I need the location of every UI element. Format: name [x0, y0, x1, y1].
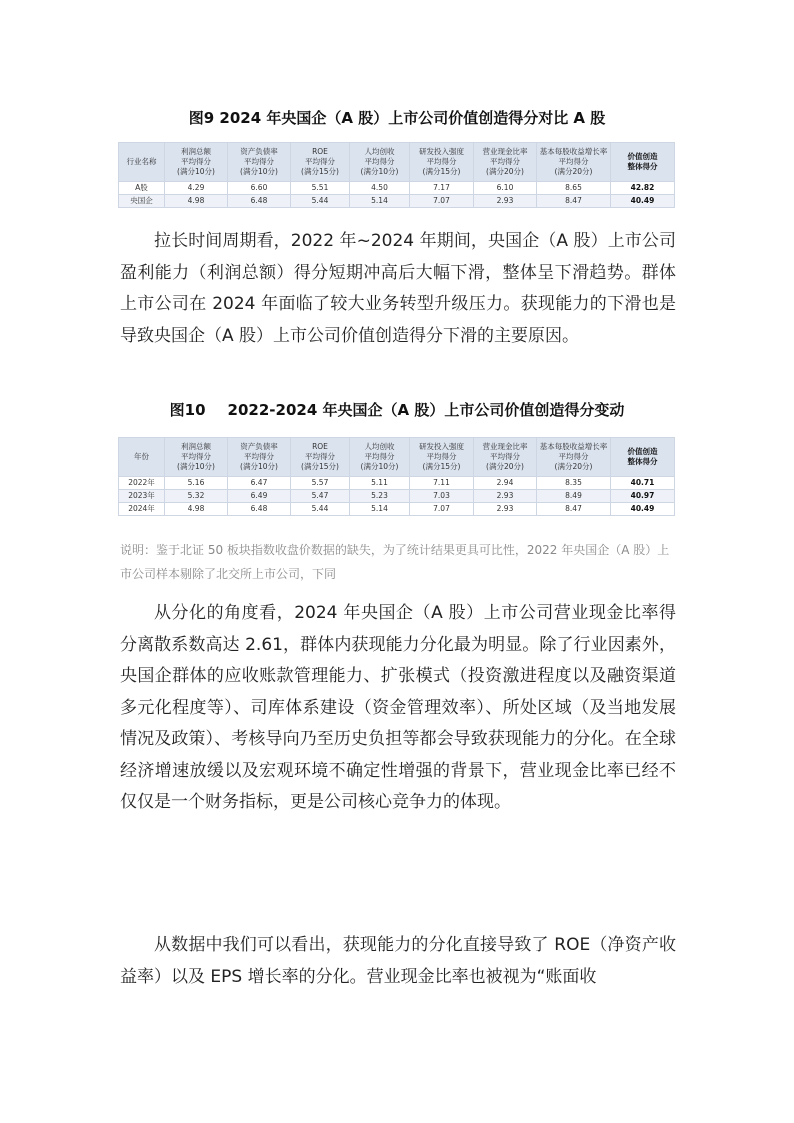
table-header-cell: 研发投入强度 平均得分 (满分15分) — [410, 143, 474, 182]
table-cell: 6.48 — [228, 503, 291, 516]
table-header-cell: 价值创造 整体得分 — [611, 143, 675, 182]
figure-10-caption — [0, 399, 794, 420]
table-header-cell: 基本每股收益增长率 平均得分 (满分20分) — [537, 143, 611, 182]
table-header-cell: 利润总额 平均得分 (满分10分) — [165, 438, 228, 477]
table-header-cell: ROE 平均得分 (满分15分) — [291, 143, 350, 182]
table-header-cell: 人均创收 平均得分 (满分10分) — [350, 143, 410, 182]
table-header-cell: 资产负债率 平均得分 (满分10分) — [228, 143, 291, 182]
table-cell: 4.29 — [165, 182, 228, 195]
table-note: 说明：鉴于北证 50 板块指数收盘价数据的缺失，为了统计结果更具可比性，2022 年央国企（A 股）上市公司样本剔除了北交所上市公司，下同 — [120, 543, 670, 581]
table-cell: 40.49 — [611, 195, 675, 208]
table-cell: 5.44 — [291, 195, 350, 208]
table-cell: 2.93 — [474, 490, 537, 503]
table-cell: 4.50 — [350, 182, 410, 195]
table-header-row — [119, 438, 675, 477]
table-row — [119, 195, 675, 208]
table-row — [119, 503, 675, 516]
table-cell: 7.17 — [410, 182, 474, 195]
table-cell: 40.97 — [611, 490, 675, 503]
table-cell: 5.44 — [291, 503, 350, 516]
table-cell: 6.48 — [228, 195, 291, 208]
table-cell: 5.23 — [350, 490, 410, 503]
table-header-cell: 资产负债率 平均得分 (满分10分) — [228, 438, 291, 477]
table-header-row — [119, 143, 675, 182]
table-row — [119, 490, 675, 503]
table-cell: 4.98 — [165, 195, 228, 208]
table-cell: 4.98 — [165, 503, 228, 516]
body-paragraph: 从分化的角度看，2024 年央国企（A 股）上市公司营业现金比率得分离散系数高达 2.61，群体内获现能力分化最为明显。除了行业因素外，央国企群体的应收账款管理能力、扩张模式（投资激进程度以及融资渠道多元化程度等）、司库体系建设（资金管理效率）、所处区域（及当地发展情况及政策）、考核导向乃至历史负担等都会导致获现能力的分化。在全球经济增速放缓以及宏观环境不确定性增强的背景下，营业现金比率已经不仅仅是一个财务指标，更是公司核心竞争力的体现。 — [120, 603, 676, 812]
table-cell: 6.10 — [474, 182, 537, 195]
table-header-cell: 人均创收 平均得分 (满分10分) — [350, 438, 410, 477]
table-cell: 6.60 — [228, 182, 291, 195]
table-row — [119, 182, 675, 195]
table-cell: 2.93 — [474, 503, 537, 516]
table-cell: 7.11 — [410, 477, 474, 490]
row-label-cell: 2022年 — [119, 477, 165, 490]
table-cell: 5.14 — [350, 195, 410, 208]
table-cell: 7.03 — [410, 490, 474, 503]
figure-number: 图10 — [169, 401, 206, 419]
table-cell: 8.65 — [537, 182, 611, 195]
table-cell: 5.14 — [350, 503, 410, 516]
table-cell: 5.32 — [165, 490, 228, 503]
table-header-cell: 营业现金比率 平均得分 (满分20分) — [474, 438, 537, 477]
table-cell: 40.49 — [611, 503, 675, 516]
figure-9-caption: 图9 2024 年央国企（A 股）上市公司价值创造得分对比 A 股 — [188, 109, 606, 127]
figure-9-table — [118, 142, 675, 208]
table-header-cell: 研发投入强度 平均得分 (满分15分) — [410, 438, 474, 477]
table-header-cell: 价值创造 整体得分 — [611, 438, 675, 477]
table-cell: 8.47 — [537, 195, 611, 208]
body-paragraph: 从数据中我们可以看出，获现能力的分化直接导致了 ROE（净资产收益率）以及 EPS 增长率的分化。营业现金比率也被视为“账面收 — [120, 935, 676, 987]
table-header-cell: 利润总额 平均得分 (满分10分) — [165, 143, 228, 182]
table-cell: 8.35 — [537, 477, 611, 490]
table-cell: 7.07 — [410, 503, 474, 516]
table-cell: 2.94 — [474, 477, 537, 490]
table-cell: 2.93 — [474, 195, 537, 208]
figure-title: 2022-2024 年央国企（A 股）上市公司价值创造得分变动 — [227, 401, 625, 419]
table-header-cell: ROE 平均得分 (满分15分) — [291, 438, 350, 477]
row-label-cell: 央国企 — [119, 195, 165, 208]
row-label-cell: 2023年 — [119, 490, 165, 503]
table-header-cell: 行业名称 — [119, 143, 165, 182]
table-cell: 5.11 — [350, 477, 410, 490]
table-cell: 5.57 — [291, 477, 350, 490]
table-cell: 8.47 — [537, 503, 611, 516]
figure-10-table — [118, 437, 675, 516]
table-header-cell: 年份 — [119, 438, 165, 477]
table-cell: 6.47 — [228, 477, 291, 490]
row-label-cell: 2024年 — [119, 503, 165, 516]
table-cell: 6.49 — [228, 490, 291, 503]
table-cell: 7.07 — [410, 195, 474, 208]
table-row — [119, 477, 675, 490]
table-cell: 5.16 — [165, 477, 228, 490]
table-cell: 40.71 — [611, 477, 675, 490]
table-header-cell: 基本每股收益增长率 平均得分 (满分20分) — [537, 438, 611, 477]
table-header-cell: 营业现金比率 平均得分 (满分20分) — [474, 143, 537, 182]
table-cell: 42.82 — [611, 182, 675, 195]
row-label-cell: A股 — [119, 182, 165, 195]
body-paragraph: 拉长时间周期看，2022 年~2024 年期间，央国企（A 股）上市公司盈利能力（利润总额）得分短期冲高后大幅下滑，整体呈下滑趋势。群体上市公司在 2024 年面临了较大业务转型升级压力。获现能力的下滑也是导致央国企（A 股）上市公司价值创造得分下滑的主要原因。 — [120, 231, 676, 346]
table-cell: 5.47 — [291, 490, 350, 503]
table-cell: 8.49 — [537, 490, 611, 503]
table-cell: 5.51 — [291, 182, 350, 195]
